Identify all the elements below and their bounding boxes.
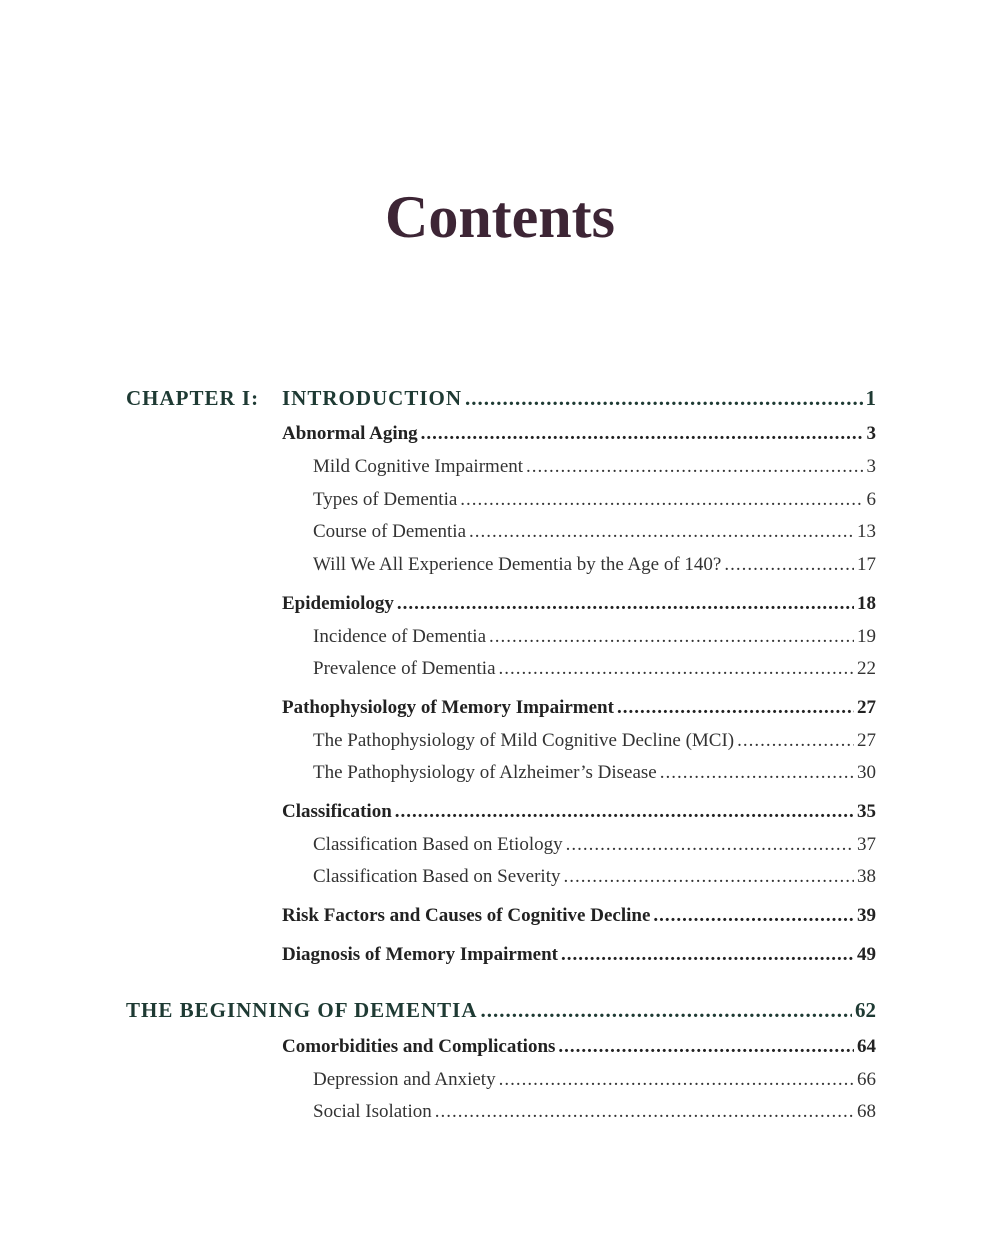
toc-sub-mild-cognitive-impairment[interactable] [313,456,876,478]
toc-sub-prevalence-of-dementia[interactable] [313,658,876,680]
toc-page-number: 38 [857,866,876,887]
dot-leader [526,456,863,478]
dot-leader [435,1101,854,1123]
toc-chapter-beginning-of-dementia[interactable] [126,998,876,1023]
dot-leader [566,834,854,856]
toc-sub-course-of-dementia[interactable] [313,521,876,543]
toc-chapter-title: THE BEGINNING OF DEMENTIA [126,998,478,1022]
toc-sub-classification-severity[interactable] [313,866,876,888]
toc-page-number: 6 [866,489,876,510]
toc-section-abnormal-aging[interactable] [282,423,876,445]
toc-entry-label: Classification Based on Severity [313,866,561,887]
toc-entry-label: Pathophysiology of Memory Impairment [282,697,614,718]
toc-section-risk-factors[interactable] [282,905,876,927]
dot-leader [465,386,862,411]
toc-entry-label: Classification Based on Etiology [313,834,563,855]
toc-entry-label: Abnormal Aging [282,423,418,444]
toc-page-number: 22 [857,658,876,679]
dot-leader [397,593,854,615]
toc-entry-label: Types of Dementia [313,489,458,510]
toc-entry-label: Epidemiology [282,593,394,614]
toc-page-number: 66 [857,1069,876,1090]
toc-entry-label: Classification [282,801,392,822]
dot-leader [563,866,854,888]
toc-page-number: 17 [857,554,876,575]
chapter-label: CHAPTER I: [126,386,260,410]
toc-entry-label: Depression and Anxiety [313,1069,496,1090]
toc-entry-label: Will We All Experience Dementia by the Age of 140? [313,554,722,575]
toc-entry-label: Incidence of Dementia [313,626,487,647]
dot-leader [481,998,852,1023]
toc-section-epidemiology[interactable] [282,593,876,615]
toc-page-number: 3 [866,423,876,444]
toc-entry-label: Mild Cognitive Impairment [313,456,524,477]
toc-page-number: 13 [857,521,876,542]
toc-page-number: 3 [866,456,876,477]
page-title: Contents [384,184,615,250]
toc-page-number: 68 [857,1101,876,1122]
toc-section-comorbidities[interactable] [282,1036,876,1058]
toc-page-number: 27 [857,697,876,718]
dot-leader [617,697,854,719]
dot-leader [489,626,854,648]
toc-sub-pathophysiology-alzheimers[interactable] [313,762,876,784]
dot-leader [395,801,854,823]
dot-leader [558,1036,854,1058]
dot-leader [499,1069,854,1091]
toc-chapter-title: INTRODUCTION [282,386,463,410]
toc-section-classification[interactable] [282,801,876,823]
toc-entry-label: Social Isolation [313,1101,432,1122]
toc-sub-types-of-dementia[interactable] [313,489,876,511]
toc-entry-label: The Pathophysiology of Mild Cognitive Decline (MCI) [313,730,735,751]
dot-leader [660,762,854,784]
toc-entry-label: Prevalence of Dementia [313,658,496,679]
dot-leader [499,658,854,680]
toc-entry-label: Diagnosis of Memory Impairment [282,944,558,965]
dot-leader [653,905,854,927]
toc-section-diagnosis[interactable] [282,944,876,966]
toc-page-number: 1 [865,386,876,410]
toc-page-number: 64 [857,1036,876,1057]
toc-chapter-introduction[interactable] [282,386,876,411]
toc-sub-classification-etiology[interactable] [313,834,876,856]
toc-page-number: 39 [857,905,876,926]
toc-entry-label: Risk Factors and Causes of Cognitive Decline [282,905,651,926]
toc-sub-incidence-of-dementia[interactable] [313,626,876,648]
dot-leader [421,423,864,445]
toc-entry-label: Comorbidities and Complications [282,1036,556,1057]
toc-section-pathophysiology[interactable] [282,697,876,719]
toc-sub-depression-anxiety[interactable] [313,1069,876,1091]
dot-leader [561,944,854,966]
toc-page-number: 49 [857,944,876,965]
dot-leader [460,489,863,511]
toc-page-number: 27 [857,730,876,751]
toc-page-number: 19 [857,626,876,647]
toc-page-number: 62 [855,998,876,1022]
toc-page-number: 37 [857,834,876,855]
dot-leader [737,730,854,752]
toc-entry-label: Course of Dementia [313,521,467,542]
dot-leader [724,554,854,576]
toc-page-number: 30 [857,762,876,783]
toc-entry-label: The Pathophysiology of Alzheimer’s Disease [313,762,657,783]
toc-sub-dementia-by-age-140[interactable] [313,554,876,576]
toc-page-number: 18 [857,593,876,614]
dot-leader [469,521,854,543]
toc-sub-social-isolation[interactable] [313,1101,876,1123]
toc-page-number: 35 [857,801,876,822]
toc-sub-pathophysiology-mci[interactable] [313,730,876,752]
